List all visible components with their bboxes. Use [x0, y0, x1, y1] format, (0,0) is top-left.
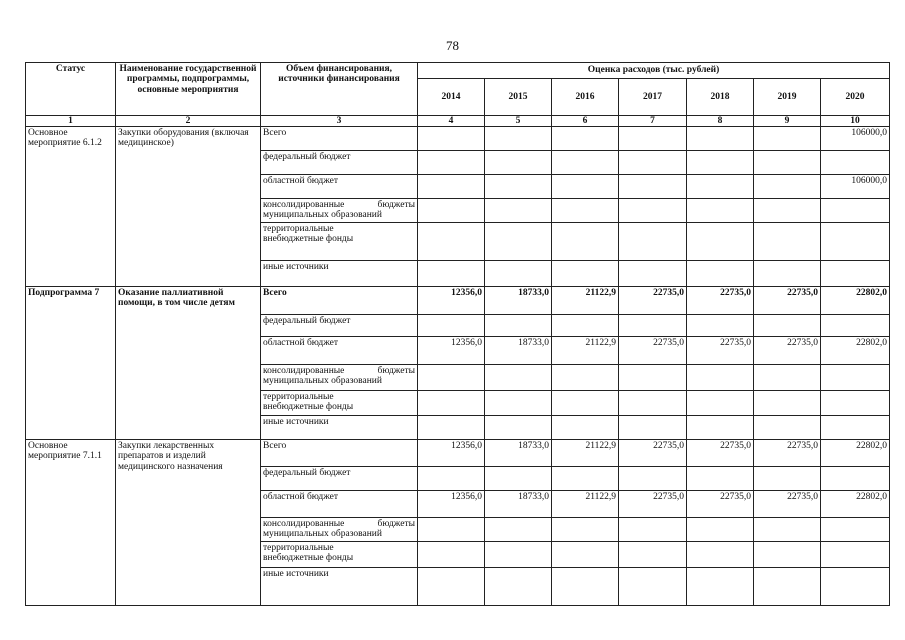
value-cell: 18733,0 [485, 440, 552, 467]
source-label: Всего [261, 440, 418, 467]
value-cell: 106000,0 [821, 127, 890, 151]
source-label [261, 518, 418, 542]
source-label-line: территориальные [263, 392, 334, 402]
value-cell [619, 261, 687, 287]
source-label-line: муниципальных образований [263, 376, 382, 387]
value-cell [754, 391, 821, 416]
value-cell: 22735,0 [687, 440, 754, 467]
value-cell: 22802,0 [821, 337, 890, 365]
value-cell [552, 315, 619, 337]
column-number-row [26, 116, 890, 127]
header-funding: Объем финансирования, источники финансирования [261, 63, 418, 116]
source-label [261, 365, 418, 391]
source-label-line: консолидированные бюджеты [263, 519, 415, 529]
value-cell [687, 261, 754, 287]
value-cell [754, 568, 821, 606]
value-cell [418, 416, 485, 440]
source-label-line: консолидированные бюджеты [263, 200, 415, 210]
value-cell [418, 175, 485, 199]
value-cell: 22735,0 [754, 287, 821, 315]
value-cell [619, 127, 687, 151]
value-cell [485, 151, 552, 175]
value-cell [418, 261, 485, 287]
value-cell [485, 315, 552, 337]
header-year: 2017 [619, 79, 687, 116]
value-cell [485, 416, 552, 440]
value-cell [552, 261, 619, 287]
header-year: 2016 [552, 79, 619, 116]
value-cell [418, 518, 485, 542]
header-year: 2018 [687, 79, 754, 116]
value-cell [619, 175, 687, 199]
header-status: Статус [26, 63, 116, 116]
value-cell [754, 175, 821, 199]
budget-table [25, 62, 890, 606]
row-status: Основное мероприятие 6.1.2 [26, 127, 116, 287]
column-number: 5 [485, 116, 552, 127]
value-cell [418, 568, 485, 606]
value-cell [687, 568, 754, 606]
value-cell [687, 151, 754, 175]
source-label-line: консолидированные бюджеты [263, 366, 415, 376]
value-cell [552, 518, 619, 542]
row-name: Оказание паллиативной помощи, в том числе детям [116, 287, 261, 440]
value-cell [552, 151, 619, 175]
value-cell [619, 365, 687, 391]
value-cell [821, 315, 890, 337]
value-cell [619, 199, 687, 223]
value-cell [552, 467, 619, 491]
value-cell: 22735,0 [619, 440, 687, 467]
value-cell [619, 315, 687, 337]
value-cell [754, 365, 821, 391]
value-cell [619, 416, 687, 440]
value-cell: 22735,0 [754, 440, 821, 467]
source-label [261, 223, 418, 261]
value-cell [754, 416, 821, 440]
header-year: 2015 [485, 79, 552, 116]
value-cell [485, 175, 552, 199]
value-cell [754, 223, 821, 261]
source-label: федеральный бюджет [261, 467, 418, 491]
source-label [261, 542, 418, 568]
value-cell [552, 391, 619, 416]
value-cell [552, 223, 619, 261]
value-cell [687, 127, 754, 151]
value-cell: 106000,0 [821, 175, 890, 199]
source-label: федеральный бюджет [261, 315, 418, 337]
value-cell [754, 127, 821, 151]
value-cell [485, 261, 552, 287]
value-cell: 22735,0 [619, 491, 687, 518]
header-name: Наименование государственной программы, подпрограммы, основные мероприятия [116, 63, 261, 116]
value-cell [687, 542, 754, 568]
value-cell [485, 542, 552, 568]
value-cell [687, 175, 754, 199]
column-number: 1 [26, 116, 116, 127]
source-label: областной бюджет [261, 491, 418, 518]
column-number: 9 [754, 116, 821, 127]
value-cell [821, 542, 890, 568]
value-cell [418, 365, 485, 391]
header-year: 2019 [754, 79, 821, 116]
value-cell [619, 223, 687, 261]
value-cell [754, 199, 821, 223]
source-label-line: территориальные [263, 543, 334, 553]
column-number: 10 [821, 116, 890, 127]
row-status: Основное мероприятие 7.1.1 [26, 440, 116, 606]
header-year: 2014 [418, 79, 485, 116]
source-label-line: муниципальных образований [263, 210, 382, 221]
source-label: иные источники [261, 568, 418, 606]
value-cell: 21122,9 [552, 491, 619, 518]
column-number: 4 [418, 116, 485, 127]
value-cell: 21122,9 [552, 440, 619, 467]
column-number: 3 [261, 116, 418, 127]
value-cell [418, 542, 485, 568]
value-cell [552, 175, 619, 199]
value-cell [754, 467, 821, 491]
page-number: 78 [446, 38, 459, 53]
value-cell: 18733,0 [485, 491, 552, 518]
value-cell [418, 199, 485, 223]
source-label-line: территориальные [263, 224, 334, 234]
value-cell [552, 568, 619, 606]
value-cell [418, 151, 485, 175]
value-cell [754, 261, 821, 287]
source-label: областной бюджет [261, 337, 418, 365]
row-name: Закупки лекарственных препаратов и изделий медицинского назначения [116, 440, 261, 606]
value-cell [687, 223, 754, 261]
value-cell [821, 467, 890, 491]
source-label-line: внебюджетные фонды [263, 553, 354, 564]
value-cell [687, 315, 754, 337]
value-cell [754, 151, 821, 175]
value-cell [821, 261, 890, 287]
value-cell: 22802,0 [821, 440, 890, 467]
source-label: Всего [261, 287, 418, 315]
value-cell: 22735,0 [754, 491, 821, 518]
value-cell [687, 365, 754, 391]
value-cell [687, 416, 754, 440]
value-cell [418, 391, 485, 416]
value-cell [552, 199, 619, 223]
source-label: областной бюджет [261, 175, 418, 199]
value-cell: 22735,0 [687, 491, 754, 518]
value-cell [485, 467, 552, 491]
value-cell [619, 151, 687, 175]
value-cell [485, 391, 552, 416]
value-cell [485, 518, 552, 542]
table-row [26, 440, 890, 467]
value-cell: 22735,0 [754, 337, 821, 365]
value-cell: 12356,0 [418, 287, 485, 315]
value-cell [821, 223, 890, 261]
value-cell [418, 467, 485, 491]
value-cell [619, 391, 687, 416]
value-cell: 22735,0 [619, 337, 687, 365]
value-cell: 12356,0 [418, 440, 485, 467]
value-cell [754, 542, 821, 568]
value-cell [821, 199, 890, 223]
column-number: 2 [116, 116, 261, 127]
value-cell [821, 416, 890, 440]
value-cell: 18733,0 [485, 337, 552, 365]
value-cell [687, 518, 754, 542]
value-cell [754, 518, 821, 542]
value-cell [687, 391, 754, 416]
row-status: Подпрограмма 7 [26, 287, 116, 440]
source-label [261, 199, 418, 223]
value-cell [552, 127, 619, 151]
value-cell [485, 223, 552, 261]
value-cell [821, 568, 890, 606]
value-cell [687, 467, 754, 491]
value-cell [418, 315, 485, 337]
value-cell: 22802,0 [821, 491, 890, 518]
value-cell [821, 151, 890, 175]
table-row [26, 127, 890, 151]
value-cell: 22735,0 [687, 337, 754, 365]
value-cell [619, 542, 687, 568]
value-cell: 21122,9 [552, 337, 619, 365]
value-cell: 22735,0 [619, 287, 687, 315]
value-cell [485, 127, 552, 151]
source-label-line: внебюджетные фонды [263, 234, 354, 245]
source-label-line: внебюджетные фонды [263, 402, 354, 413]
row-name: Закупки оборудования (включая медицинское) [116, 127, 261, 287]
column-number: 6 [552, 116, 619, 127]
value-cell [485, 568, 552, 606]
value-cell [418, 223, 485, 261]
header-estimate: Оценка расходов (тыс. рублей) [418, 63, 890, 79]
value-cell: 21122,9 [552, 287, 619, 315]
value-cell: 22802,0 [821, 287, 890, 315]
value-cell: 22735,0 [687, 287, 754, 315]
value-cell [821, 518, 890, 542]
value-cell [485, 365, 552, 391]
source-label [261, 391, 418, 416]
value-cell: 18733,0 [485, 287, 552, 315]
source-label: иные источники [261, 416, 418, 440]
value-cell [552, 542, 619, 568]
table-row [26, 287, 890, 315]
value-cell [552, 365, 619, 391]
value-cell [619, 568, 687, 606]
header-year: 2020 [821, 79, 890, 116]
value-cell [754, 315, 821, 337]
value-cell [552, 416, 619, 440]
value-cell: 12356,0 [418, 337, 485, 365]
value-cell [687, 199, 754, 223]
source-label: федеральный бюджет [261, 151, 418, 175]
source-label-line: муниципальных образований [263, 529, 382, 540]
value-cell: 12356,0 [418, 491, 485, 518]
column-number: 8 [687, 116, 754, 127]
value-cell [821, 391, 890, 416]
value-cell [821, 365, 890, 391]
source-label: иные источники [261, 261, 418, 287]
value-cell [485, 199, 552, 223]
value-cell [619, 467, 687, 491]
column-number: 7 [619, 116, 687, 127]
source-label: Всего [261, 127, 418, 151]
value-cell [619, 518, 687, 542]
value-cell [418, 127, 485, 151]
